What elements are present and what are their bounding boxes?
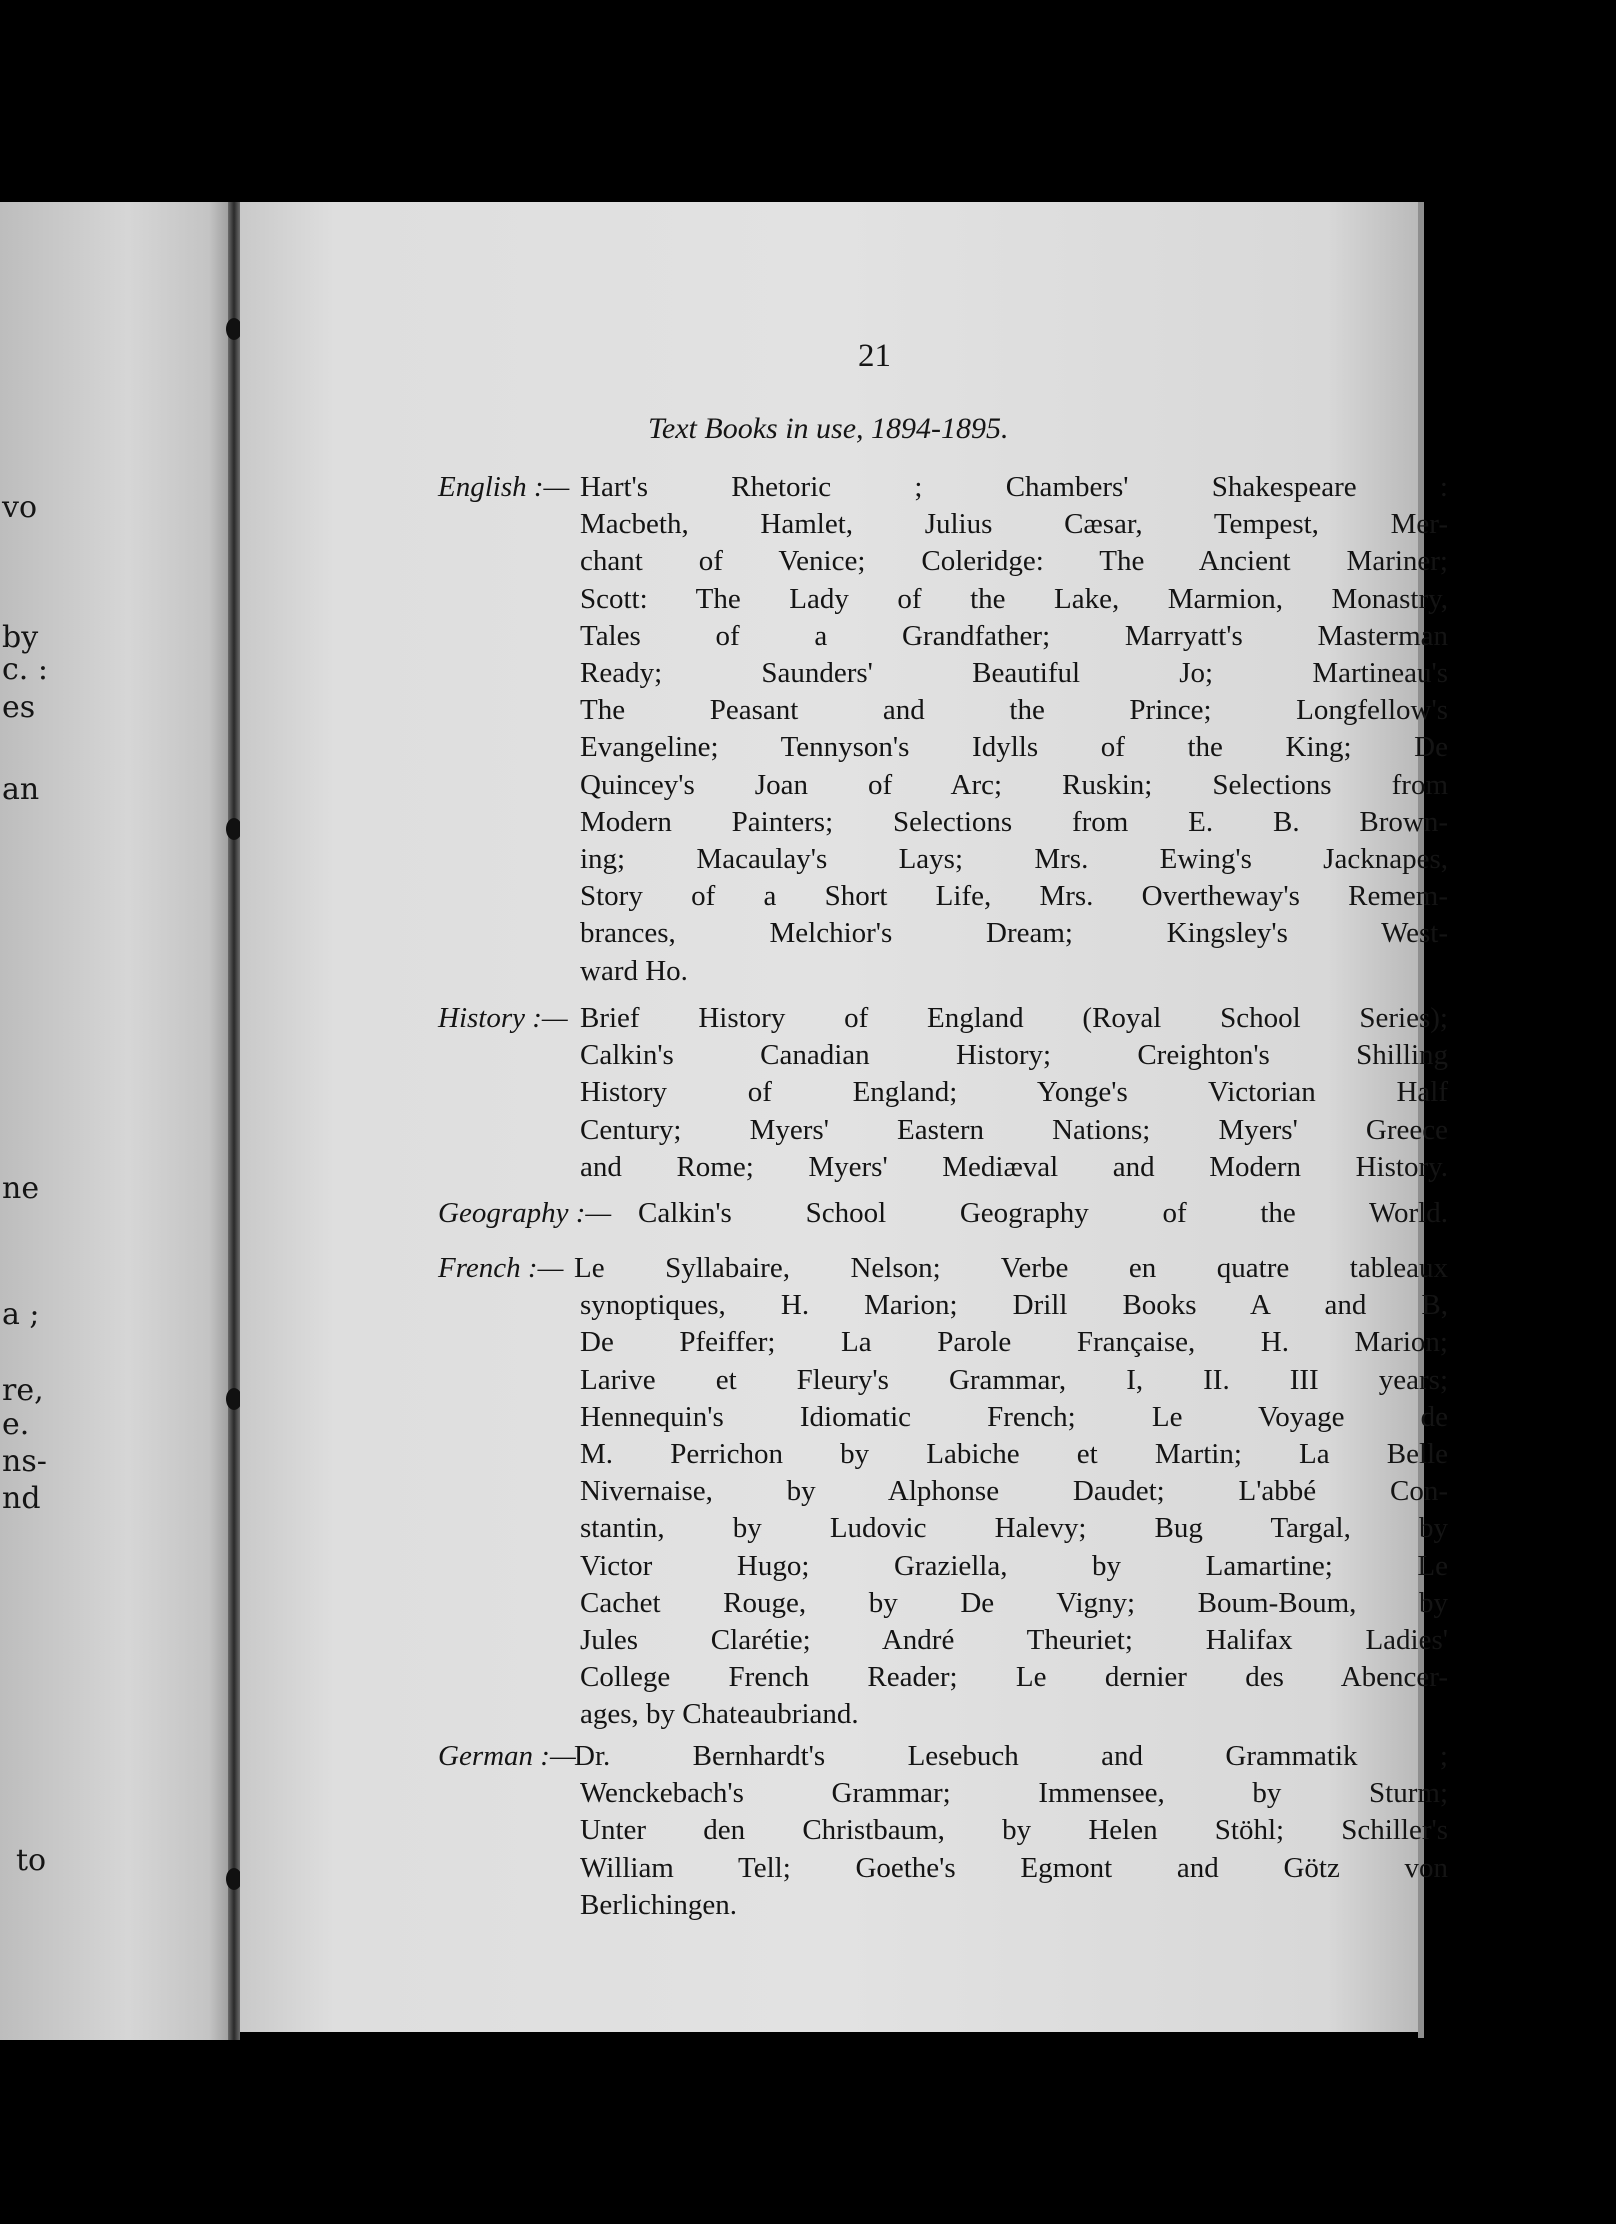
section-first-line: [438, 469, 1448, 506]
section-line: Scott: The Lady of the Lake, Marmion, Monastry,: [580, 582, 1448, 615]
left-page-fragment: nd: [2, 1481, 41, 1516]
section-line: Modern Painters; Selections from E. B. Brown-: [580, 805, 1448, 838]
section-line: M. Perrichon by Labiche et Martin; La Belle: [580, 1438, 1448, 1471]
section-geography: [438, 1195, 1448, 1232]
left-page-fragment: ns-: [2, 1444, 47, 1479]
section-subject: German :—: [438, 1740, 576, 1772]
section-english: [438, 469, 1448, 990]
section-line: College French Reader; Le dernier des Abencer-: [580, 1661, 1448, 1694]
section-line: Macbeth, Hamlet, Julius Cæsar, Tempest, Mer-: [580, 508, 1448, 541]
section-line: chant of Venice; Coleridge: The Ancient Mariner;: [580, 545, 1448, 578]
section-line: Wenckebach's Grammar; Immensee, by Sturm;: [580, 1777, 1448, 1810]
section-french: [438, 1250, 1448, 1734]
section-line: Dr. Bernhardt's Lesebuch and Grammatik ;: [574, 1740, 1448, 1772]
section-line: stantin, by Ludovic Halevy; Bug Targal, by: [580, 1512, 1448, 1545]
left-page-fragment: vo: [2, 490, 38, 525]
left-page-fragment: by: [2, 620, 39, 655]
left-page-fragment: an: [2, 772, 40, 807]
section-line: brances, Melchior's Dream; Kingsley's West-: [580, 917, 1448, 950]
section-line: Jules Clarétie; André Theuriet; Halifax Ladies': [580, 1624, 1448, 1657]
section-line: Century; Myers' Eastern Nations; Myers' Greece: [580, 1113, 1448, 1146]
section-line: Le Syllabaire, Nelson; Verbe en quatre tableaux: [574, 1252, 1448, 1284]
section-line: Nivernaise, by Alphonse Daudet; L'abbé Con-: [580, 1475, 1448, 1508]
section-continuation: [438, 1037, 1448, 1186]
section-line: Unter den Christbaum, by Helen Stöhl; Schiller's: [580, 1814, 1448, 1847]
section-line: History of England; Yonge's Victorian Half: [580, 1076, 1448, 1109]
section-line: Ready; Saunders' Beautiful Jo; Martineau's: [580, 657, 1448, 690]
section-line: Hennequin's Idiomatic French; Le Voyage de: [580, 1400, 1448, 1433]
left-page-fragment: a ;: [2, 1297, 40, 1332]
left-facing-page: [0, 202, 232, 2040]
section-first-line: [438, 1195, 1448, 1232]
section-first-line: [438, 1738, 1448, 1775]
section-line: and Rome; Myers' Mediæval and Modern History.: [580, 1150, 1448, 1183]
section-subject: History :—: [438, 1002, 568, 1034]
section-german: [438, 1738, 1448, 1924]
section-line: De Pfeiffer; La Parole Française, H. Marion;: [580, 1326, 1448, 1359]
left-page-fragment: es: [2, 690, 36, 725]
section-line: ing; Macaulay's Lays; Mrs. Ewing's Jacknapes,: [580, 843, 1448, 876]
section-subject: Geography :—: [438, 1197, 612, 1229]
section-line: Calkin's School Geography of the World.: [638, 1197, 1448, 1229]
section-continuation: [438, 506, 1448, 990]
section-first-line: [438, 1000, 1448, 1037]
section-line: The Peasant and the Prince; Longfellow's: [580, 694, 1448, 727]
book-gutter: [228, 202, 240, 2040]
section-line: Calkin's Canadian History; Creighton's Shilling: [580, 1039, 1448, 1072]
section-line: ages, by Chateaubriand.: [580, 1698, 859, 1731]
section-subject: French :—: [438, 1252, 564, 1284]
left-page-fragment: to: [16, 1843, 47, 1878]
section-line: Story of a Short Life, Mrs. Overtheway's Remem-: [580, 880, 1448, 913]
section-subject: English :—: [438, 471, 570, 503]
section-line: ward Ho.: [580, 954, 688, 987]
section-line: synoptiques, H. Marion; Drill Books A and B,: [580, 1289, 1448, 1322]
left-page-fragment: c. :: [2, 652, 48, 687]
section-line: Cachet Rouge, by De Vigny; Boum-Boum, by: [580, 1586, 1448, 1619]
section-line: Quincey's Joan of Arc; Ruskin; Selections from: [580, 768, 1448, 801]
section-line: Hart's Rhetoric ; Chambers' Shakespeare :: [580, 471, 1448, 503]
section-line: Brief History of England (Royal School Series);: [580, 1002, 1448, 1034]
section-continuation: [438, 1775, 1448, 1924]
section-continuation: [438, 1287, 1448, 1733]
section-line: Evangeline; Tennyson's Idylls of the King; De: [580, 731, 1448, 764]
section-history: [438, 1000, 1448, 1186]
section-line: William Tell; Goethe's Egmont and Götz von: [580, 1851, 1448, 1884]
left-page-fragment: re,: [2, 1373, 44, 1408]
section-line: Berlichingen.: [580, 1888, 738, 1921]
section-first-line: [438, 1250, 1448, 1287]
section-line: Tales of a Grandfather; Marryatt's Masterman: [580, 619, 1448, 652]
page-heading: Text Books in use, 1894-1895.: [648, 412, 1009, 445]
section-line: Larive et Fleury's Grammar, I, II. III years;: [580, 1363, 1448, 1396]
page-number: 21: [858, 338, 891, 374]
section-line: Victor Hugo; Graziella, by Lamartine; Le: [580, 1549, 1448, 1582]
left-page-fragment: e.: [2, 1407, 30, 1442]
left-page-fragment: ne: [2, 1171, 40, 1206]
